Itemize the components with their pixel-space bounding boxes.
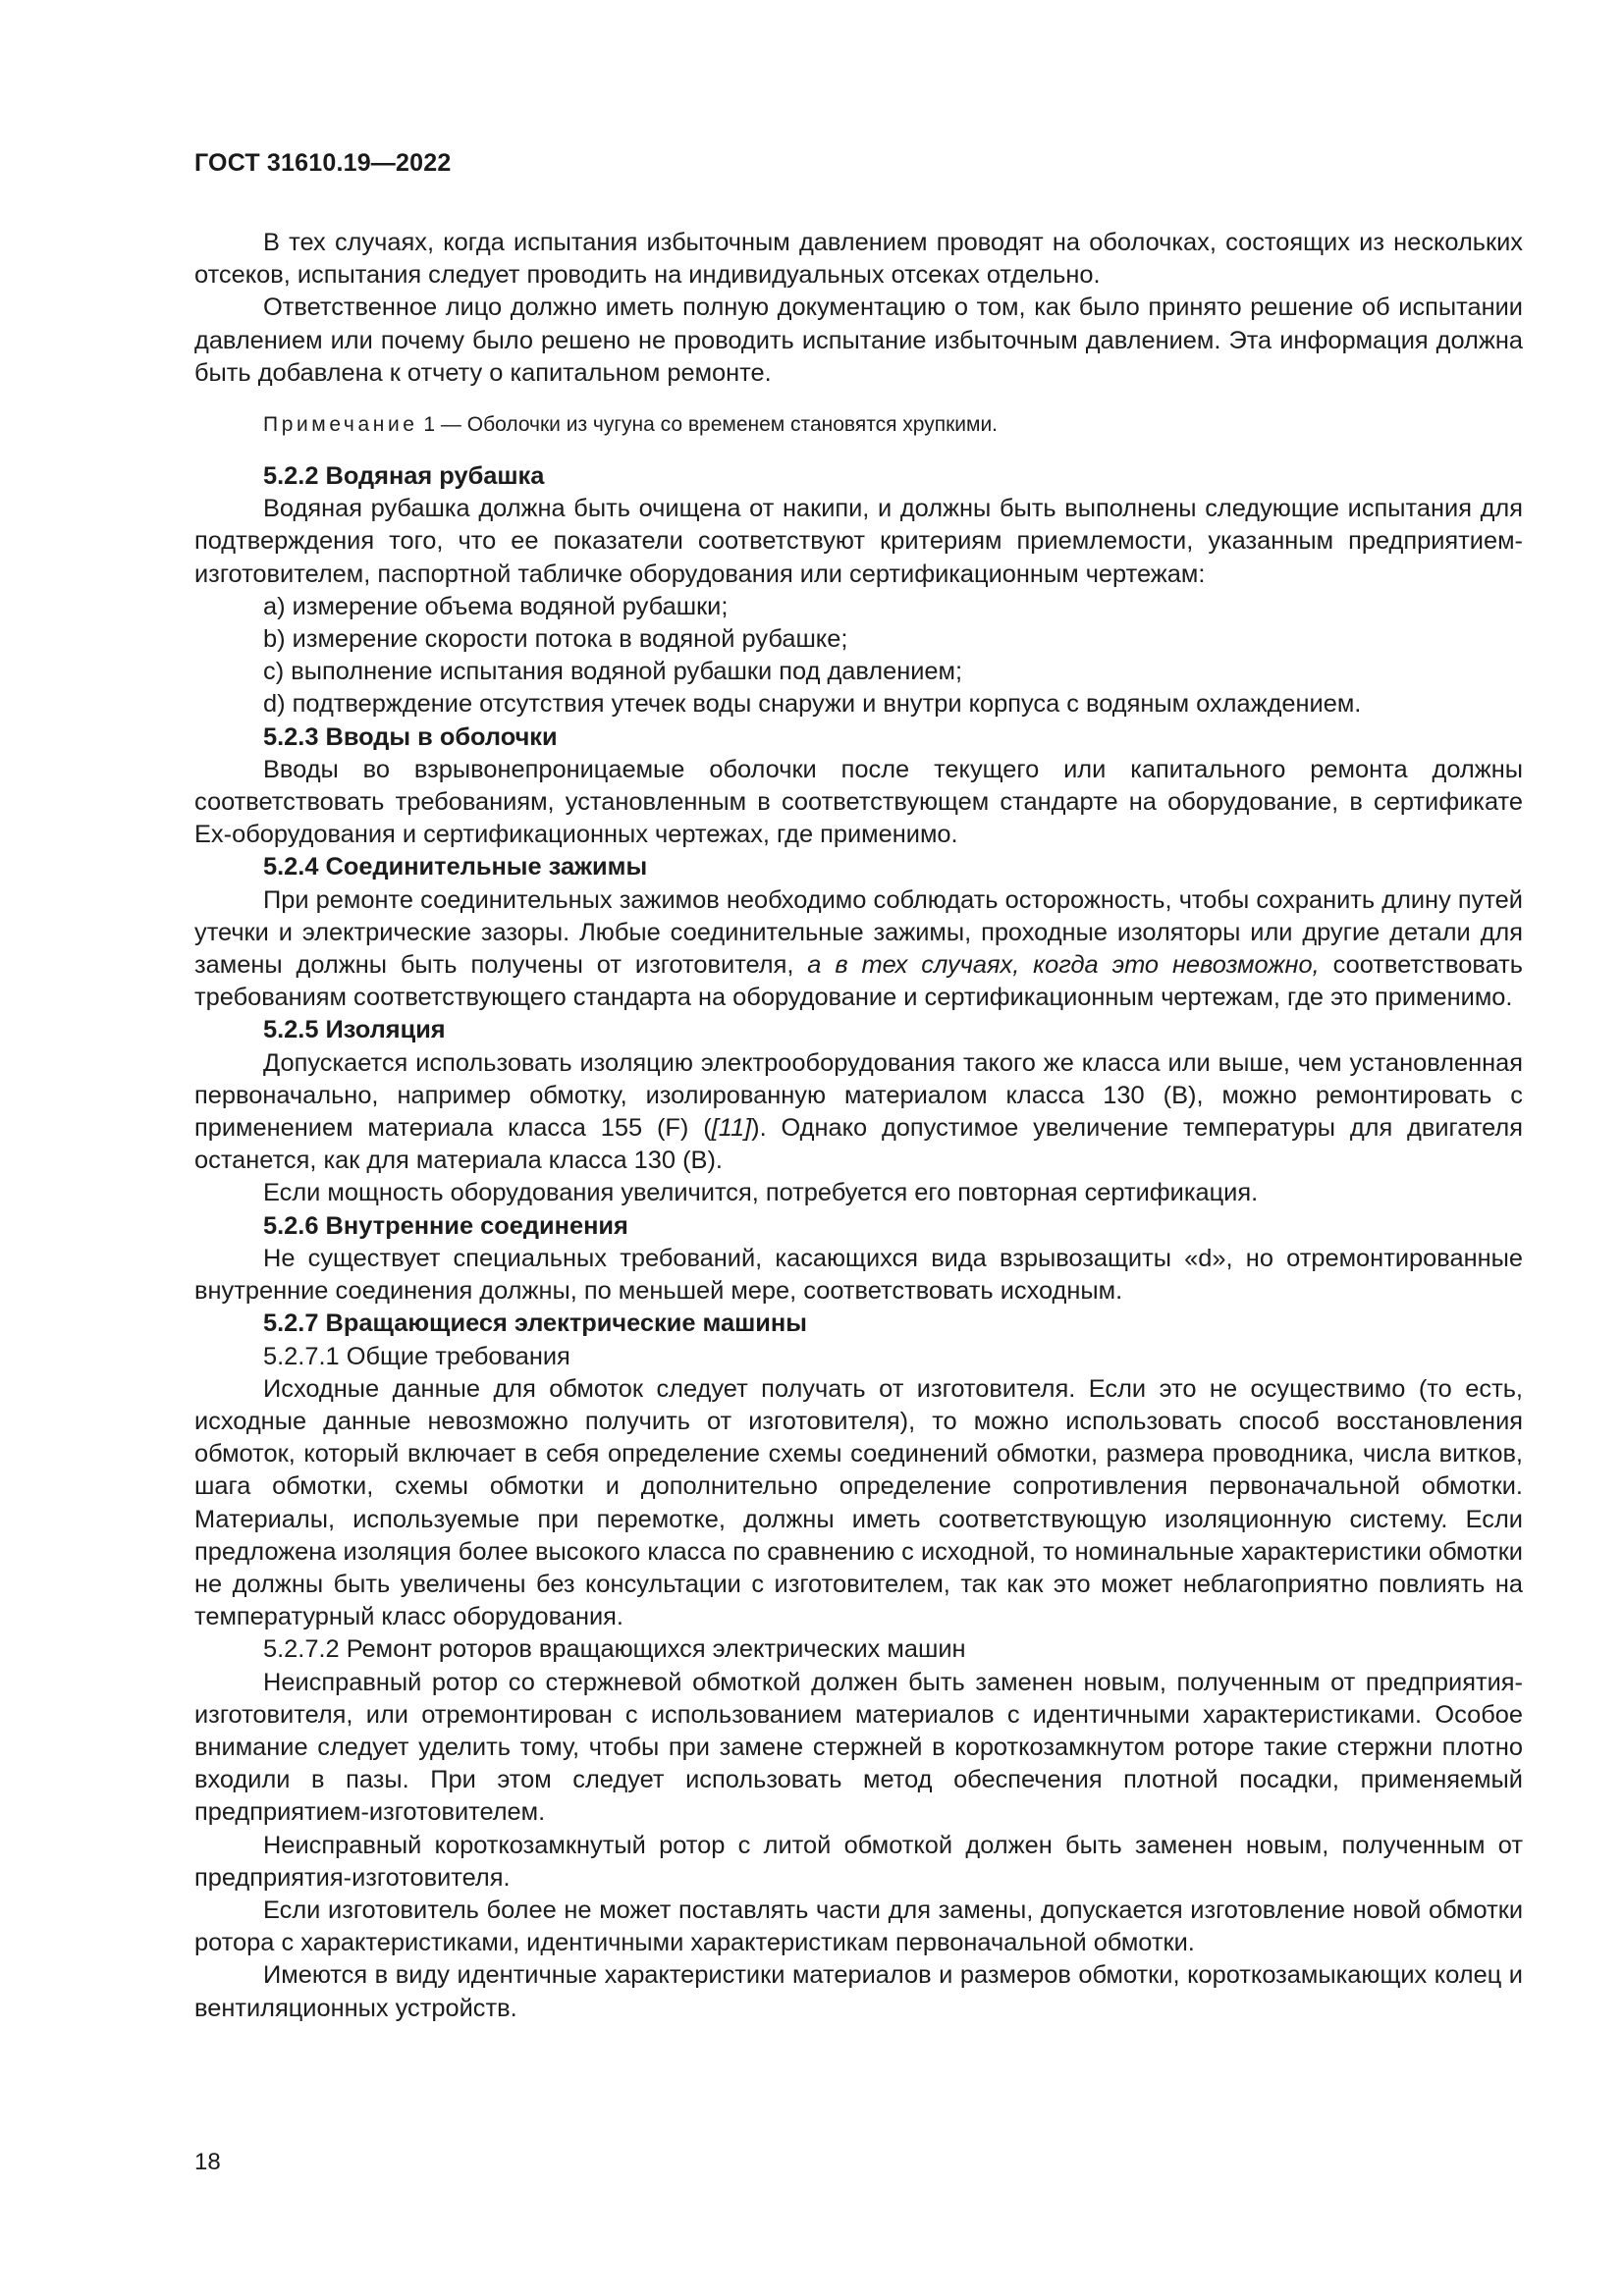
paragraph: Если изготовитель более не может поставлять части для замены, допускается изготовление новой обмотки ротора с характеристиками, идентичными характеристикам первоначальной обмотки. — [194, 1896, 1523, 1957]
text-run: ). Однако допустимое увеличение температуры для двигателя останется, как для материала класса 130 (B). — [194, 1114, 1523, 1175]
paragraph: В тех случаях, когда испытания избыточным давлением проводят на оболочках, состоящих из нескольких отсеков, испытания следует проводить на индивидуальных отсеках отдельно. — [194, 229, 1523, 290]
list-item: c) выполнение испытания водяной рубашки под давлением; — [263, 658, 963, 686]
section-heading-5-2-6: 5.2.6 Внутренние соединения — [263, 1211, 628, 1240]
text-run: соответствовать требованиям соответствующего стандарта на оборудование и сертификационным чертежам, где это применимо. — [194, 951, 1524, 1012]
standard-code-header: ГОСТ 31610.19—2022 — [194, 149, 452, 177]
list-item: d) подтверждение отсутствия утечек воды снаружи и внутри корпуса с водяным охлаждением. — [263, 690, 1362, 719]
paragraph: Ответственное лицо должно иметь полную документацию о том, как было принято решение об испытании давлением или почему было решено не проводить испытание избыточным давлением. Эта информация должна быть добавлена к отчету о капитальном ремонте. — [194, 294, 1523, 387]
list-item: a) измерение объема водяной рубашки; — [263, 592, 729, 620]
section-heading-5-2-3: 5.2.3 Вводы в оболочки — [263, 722, 558, 751]
document-body — [194, 227, 1523, 2025]
list-item: b) измерение скорости потока в водяной рубашке; — [263, 625, 848, 654]
text-run: При ремонте соединительных зажимов необходимо соблюдать осторожность, чтобы сохранить длину путей утечки и электрические зазоры. Любые соединительные зажимы, проходные изоляторы или другие детали для замены должны быть получены от изготовителя, — [194, 885, 1523, 980]
paragraph: Исходные данные для обмоток следует получать от изготовителя. Если это не осуществимо (то есть, исходные данные невозможно получить от изготовителя), то можно использовать способ восстановления обмоток, который включает в себя определение схемы соединений обмотки, размера проводника, числа витков, шага обмотки, схемы обмотки и дополнительно определение сопротивления первоначальной обмотки. Материалы, используемые при перемотке, должны иметь соответствующую изоляционную систему. Если предложена изоляция более высокого класса по сравнению с исходной, то номинальные характеристики обмотки не должны быть увеличены без консультации с изготовителем, так как это может неблагоприятно повлиять на температурный класс оборудования. — [194, 1374, 1523, 1631]
section-heading-5-2-5: 5.2.5 Изоляция — [263, 1016, 446, 1044]
note — [194, 411, 1523, 439]
paragraph: Водяная рубашка должна быть очищена от накипи, и должны быть выполнены следующие испытания для подтверждения того, что ее показатели соответствуют критериям приемлемости, указанным предприятием-изготовителем, паспортной табличке оборудования или сертификационным чертежам: — [194, 495, 1523, 588]
note-text: 1 — Оболочки из чугуна со временем становятся хрупкими. — [417, 413, 999, 437]
paragraph: Не существует специальных требований, касающихся вида взрывозащиты «d», но отремонтированные внутренние соединения должны, по меньшей мере, соответствовать исходным. — [194, 1244, 1523, 1306]
subsection-heading-5-2-7-2: 5.2.7.2 Ремонт роторов вращающихся электрических машин — [263, 1635, 966, 1664]
paragraph: Неисправный короткозамкнутый ротор с литой обмоткой должен быть заменен новым, полученным от предприятия-изготовителя. — [194, 1831, 1523, 1892]
paragraph — [194, 1047, 1523, 1178]
section-heading-5-2-7: 5.2.7 Вращающиеся электрические машины — [263, 1309, 807, 1338]
section-heading-5-2-2: 5.2.2 Водяная рубашка — [263, 462, 545, 491]
note-label: Примечание — [263, 413, 418, 437]
paragraph: Вводы во взрывонепроницаемые оболочки после текущего или капитального ремонта должны соответствовать требованиям, установленным в соответствующем стандарте на оборудование, в сертификате Ex-оборудования и сертификационных чертежах, где применимо. — [194, 755, 1523, 849]
section-heading-5-2-4: 5.2.4 Соединительные зажимы — [263, 853, 648, 881]
text-run: Допускается использовать изоляцию электрооборудования такого же класса или выше, чем установленная первоначально, например обмотку, изолированную материалом класса 130 (B), можно ремонтировать с применением материала класса 155 (F) ( — [194, 1048, 1523, 1143]
page-number: 18 — [194, 2149, 221, 2175]
bibliography-reference-link[interactable]: [11] — [711, 1114, 752, 1143]
paragraph: Имеются в виду идентичные характеристики материалов и размеров обмотки, короткозамыкающих колец и вентиляционных устройств. — [194, 1961, 1523, 2022]
subsection-heading-5-2-7-1: 5.2.7.1 Общие требования — [263, 1342, 570, 1370]
paragraph — [194, 884, 1523, 1015]
paragraph: Неисправный ротор со стержневой обмоткой должен быть заменен новым, полученным от предприятия-изготовителя, или отремонтирован с использованием материалов с идентичными характеристиками. Особое внимание следует уделить тому, чтобы при замене стержней в короткозамкнутом роторе такие стержни плотно входили в пазы. При этом следует использовать метод обеспечения плотной посадки, применяемый предприятием-изготовителем. — [194, 1668, 1523, 1827]
italic-text-run: а в тех случаях, когда это невозможно, — [807, 951, 1320, 980]
paragraph: Если мощность оборудования увеличится, потребуется его повторная сертификация. — [263, 1179, 1259, 1207]
